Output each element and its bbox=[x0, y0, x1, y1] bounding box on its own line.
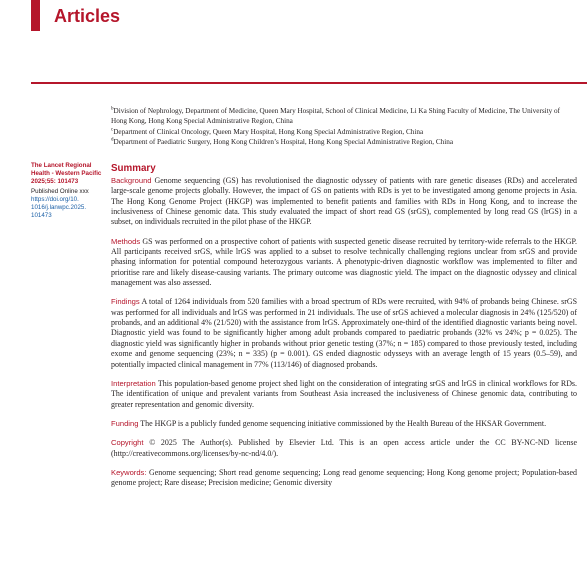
doi-link[interactable] bbox=[31, 196, 103, 221]
findings-label: Findings bbox=[111, 297, 140, 307]
header-rule bbox=[31, 82, 587, 84]
summary-heading: Summary bbox=[111, 163, 156, 174]
doi-link-line[interactable]: https://doi.org/10. bbox=[31, 195, 79, 203]
journal-name-line: Health - Western Pacific bbox=[31, 170, 102, 178]
article-info-sidebar bbox=[31, 162, 103, 220]
affiliations bbox=[111, 106, 577, 148]
methods-text: GS was performed on a prospective cohort of patients with suspected genetic disease recruited by territory-wide referrals to the HKGP. All participants received srGS, while lrGS was applied to a subset to resolve technically challenging regions unclear from srGS and provide phasing information for potential compound heterozygous variants. A phenotypic-driven diagnostic workflow was implemented to filter and prioritise rare and likely disease-causing variants. The primary outcome was diagnostic yield. The impact on the diagnostic odyssey and clinical management was also assessed. bbox=[111, 236, 577, 288]
methods-paragraph bbox=[111, 237, 577, 289]
interpretation-label: Interpretation bbox=[111, 378, 156, 388]
journal-name-line: The Lancet Regional bbox=[31, 162, 92, 169]
funding-label: Funding bbox=[111, 418, 139, 428]
funding-text: The HKGP is a publicly funded genome sequencing initiative commissioned by the Health Bureau of the HKSAR Government. bbox=[140, 418, 547, 428]
copyright-label: Copyright bbox=[111, 438, 144, 448]
findings-paragraph bbox=[111, 297, 577, 369]
affiliation-marker: c bbox=[111, 127, 114, 133]
affiliation-text: Department of Clinical Oncology, Queen Mary Hospital, Hong Kong Special Administrative Region, China bbox=[113, 127, 424, 136]
copyright-paragraph bbox=[111, 438, 577, 459]
affiliation-b bbox=[111, 106, 577, 127]
keywords-text: Genome sequencing; Short read genome sequencing; Long read genome sequencing; Hong Kong genome project; Population-based genome project; Rare disease; Precision medicine; Genomic diversity bbox=[111, 467, 577, 488]
background-text: Genome sequencing (GS) has revolutionised the diagnostic odyssey of patients with rare genetic diseases (RDs) and accelerated large-scale genome projects globally. However, the impact of GS on patients with RDs is yet to be investigated among genome projects in Asia. The Hong Kong Genome Project (HKGP) was implemented to benefit patients and families with RDs in Hong Kong, and to increase the inclusiveness of Chinese genomic data. This study evaluated the impact of short read GS (srGS), complemented by long read GS (lrGS) in a subset, on individuals recruited in the pilot phase of the HKGP. bbox=[111, 176, 578, 227]
section-title: Articles bbox=[54, 6, 121, 26]
affiliation-marker: d bbox=[111, 137, 114, 143]
keywords-paragraph bbox=[111, 468, 577, 489]
funding-paragraph bbox=[111, 419, 577, 429]
affiliation-c bbox=[111, 127, 577, 137]
doi-link-line[interactable]: 1016/j.lanwpc.2025. bbox=[31, 204, 87, 212]
published-online: Published Online xxx bbox=[31, 187, 89, 195]
methods-label: Methods bbox=[111, 236, 141, 246]
background-paragraph bbox=[111, 176, 577, 228]
interpretation-paragraph bbox=[111, 379, 577, 410]
header-accent-bar bbox=[31, 0, 40, 31]
keywords-label: Keywords: bbox=[111, 467, 147, 477]
affiliation-text: Division of Nephrology, Department of Medicine, Queen Mary Hospital, School of Clinical Medicine, Li Ka Shing Faculty of Medicine, The University of Hong Kong, Hong Kong Special Administrative Region, China bbox=[111, 107, 561, 126]
affiliation-text: Department of Paediatric Surgery, Hong Kong Children’s Hospital, Hong Kong Special Administrative Region, China bbox=[113, 138, 454, 147]
background-label: Background bbox=[111, 176, 152, 185]
findings-text: A total of 1264 individuals from 520 families with a broad spectrum of RDs were recruited, with 94% of probands being Chinese. srGS was performed for all individuals and lrGS was performed in 21 individuals. The use of srGS achieved a molecular diagnosis in 24% (125/520) of probands, and an additional 4% (21/520) with the assistance from lrGS. Approximately one-third of the identified diagnostic variants being novel. Diagnostic yield was found to be significantly higher among adult probands compared to paediatric probands (32% vs 24%; p = 0.025). The diagnostic yield was significantly higher in probands without prior genetic testing (37%; n = 185) compared to those previously tested, including exome and genome sequencing (23%; n = 335) (p = 0.001). GS ended diagnostic odysseys with an average length of 15 years (0.5–59), and potentially impacted clinical management in 77% (113/146) of diagnosed probands. bbox=[111, 297, 578, 369]
journal-volume: 2025;55: 101473 bbox=[31, 178, 79, 186]
summary-section bbox=[111, 163, 577, 498]
copyright-text: © 2025 The Author(s). Published by Elsevier Ltd. This is an open access article under the CC BY-NC-ND license (http://creativecommons.org/licenses/by-nc-nd/4.0/). bbox=[111, 438, 578, 458]
interpretation-text: This population-based genome project shed light on the consideration of integrating srGS and lrGS in clinical workflows for RDs. The identification of unique and prevalent variants from Southeast Asia increased the inclusiveness of Chinese genomic data, contributing to greater representation and genomic diversity. bbox=[111, 378, 577, 409]
doi-link-line[interactable]: 101473 bbox=[31, 212, 52, 220]
affiliation-marker: b bbox=[111, 106, 114, 112]
affiliation-d bbox=[111, 137, 577, 147]
